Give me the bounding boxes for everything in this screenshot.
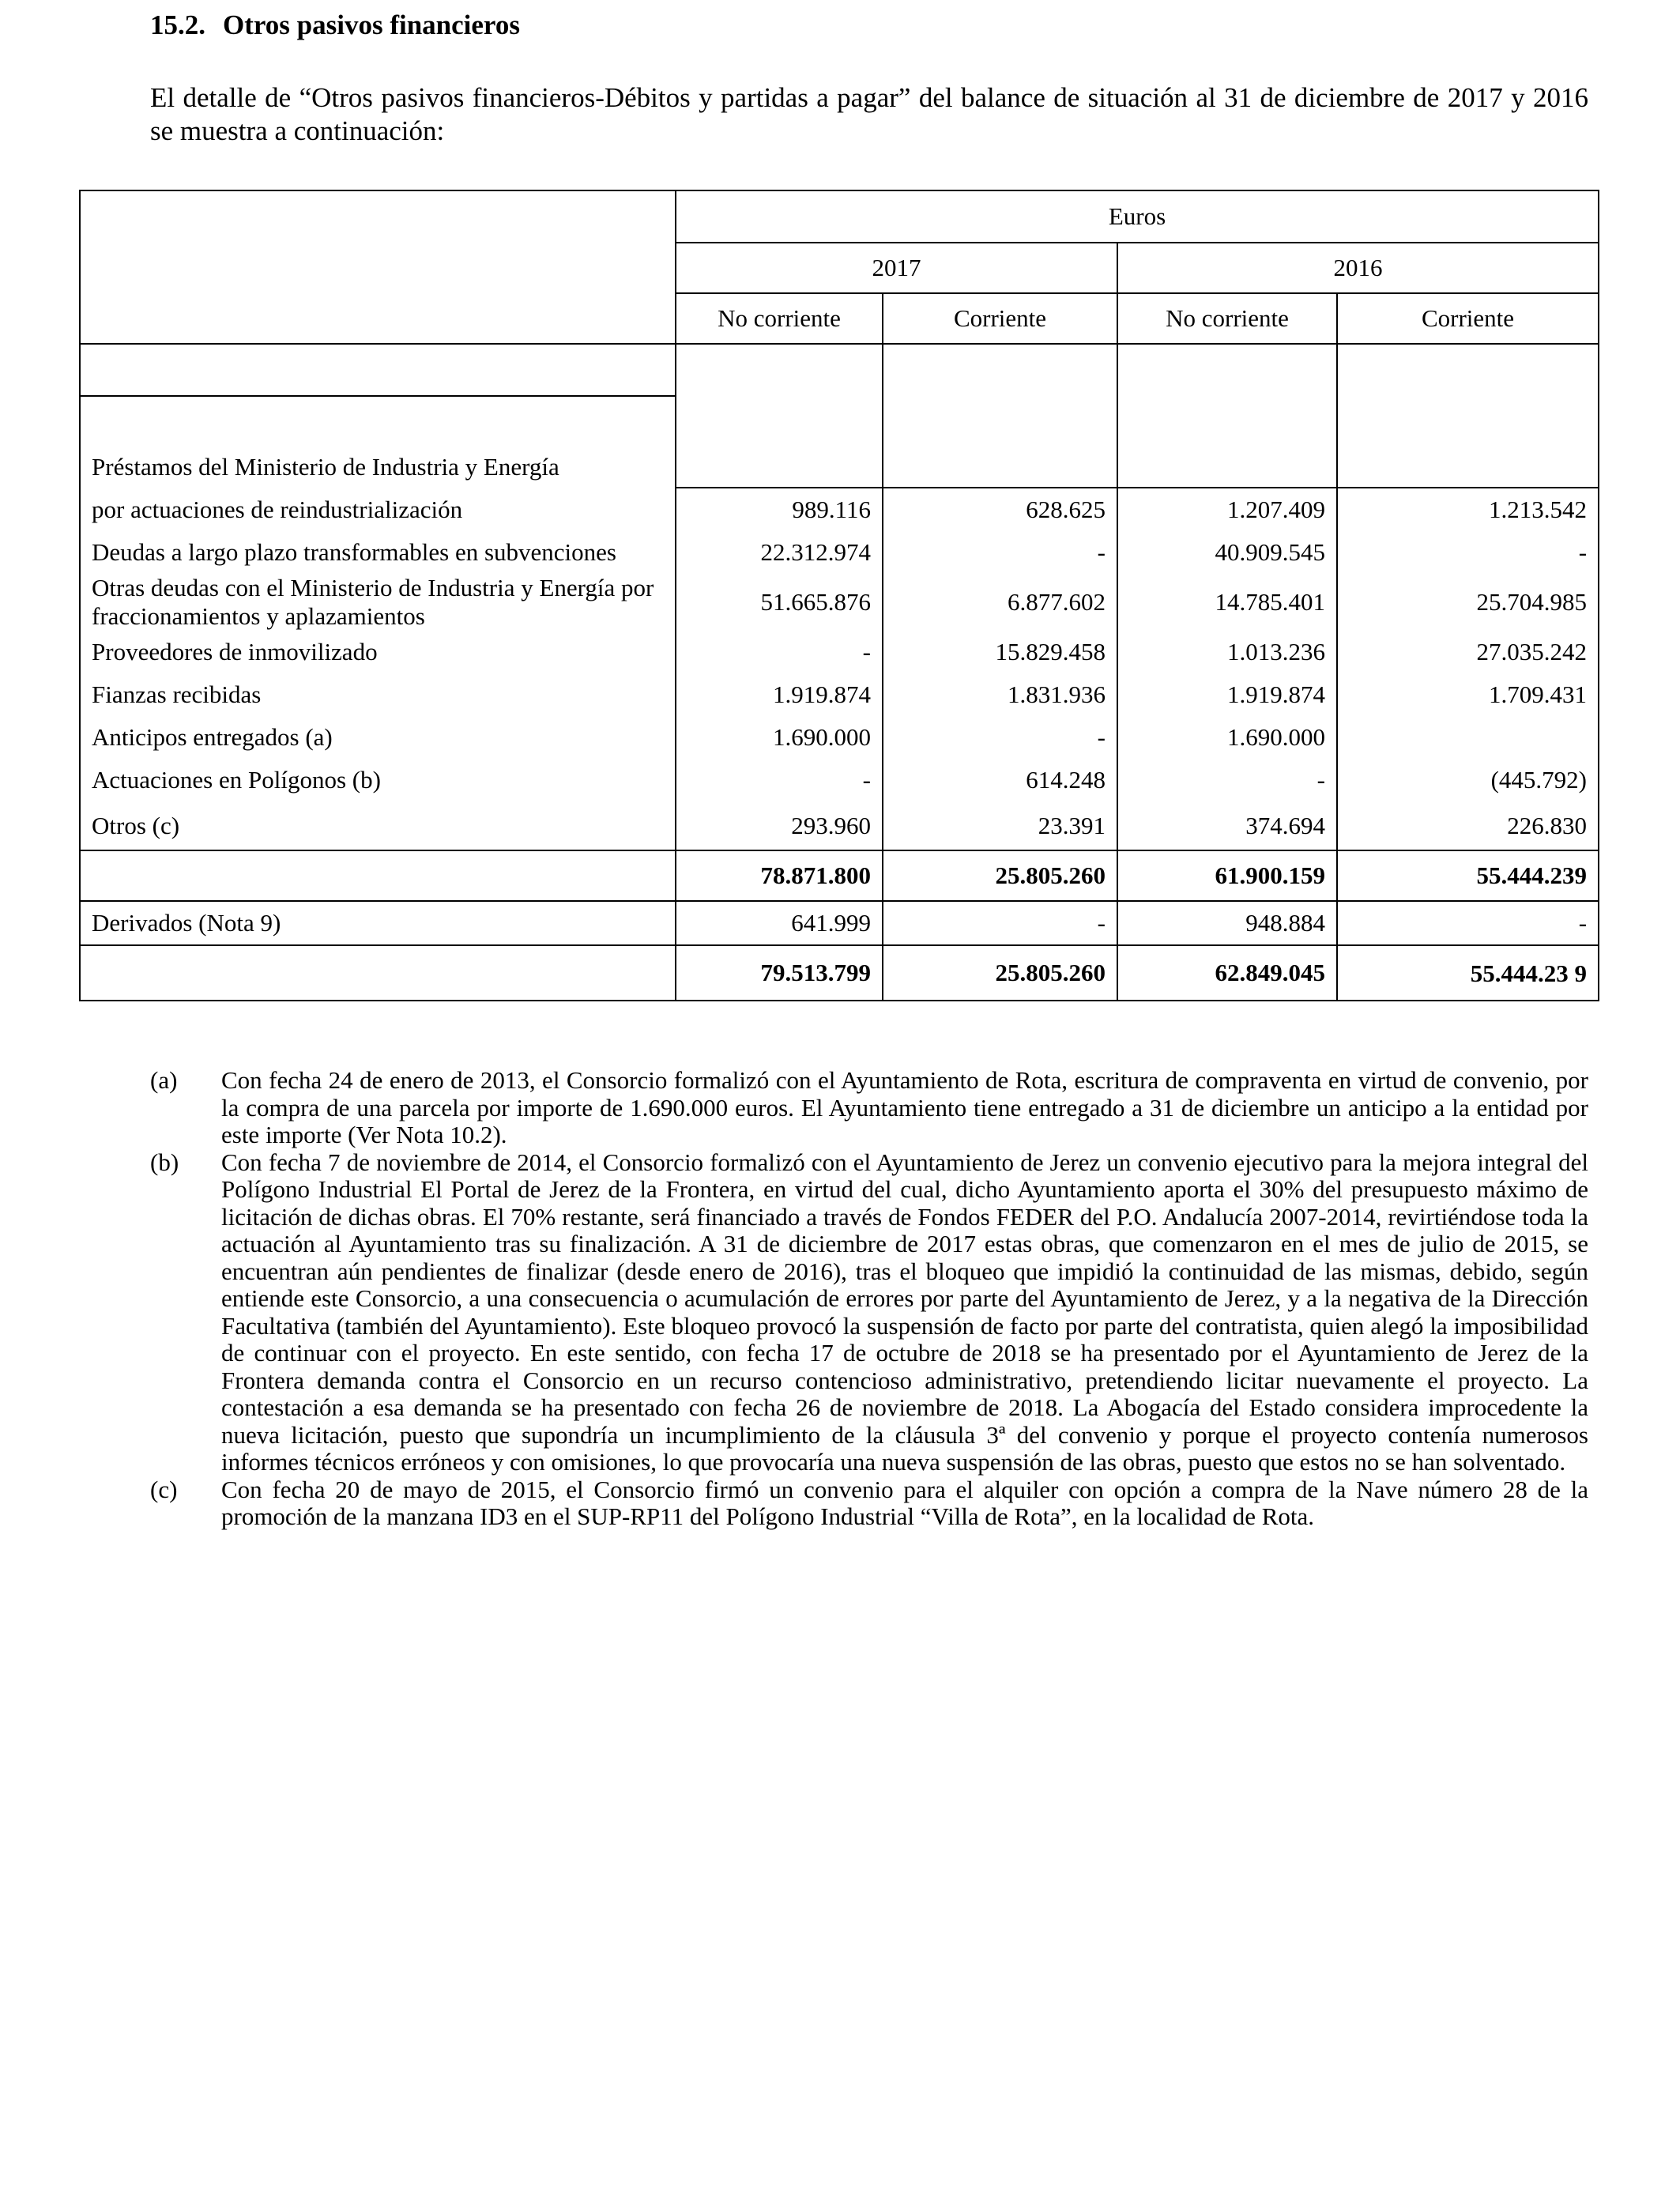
section-title-text: Otros pasivos financieros [223, 9, 520, 40]
subtotal-row [80, 850, 1599, 901]
footnote-marker: (c) [150, 1475, 178, 1503]
value-cell: - [883, 901, 1117, 945]
value-cell [1337, 716, 1599, 759]
value-cell: - [883, 531, 1117, 574]
table-row [80, 759, 1599, 801]
year-header-2016: 2016 [1117, 243, 1599, 293]
value-cell: 989.116 [676, 488, 883, 531]
row-label: Proveedores de inmovilizado [80, 631, 676, 673]
subheader-cell: Corriente [883, 293, 1117, 344]
footnote-marker: (b) [150, 1148, 179, 1176]
value-cell: 27.035.242 [1337, 631, 1599, 673]
spacer-cell [1117, 344, 1337, 488]
row-label: Actuaciones en Polígonos (b) [80, 759, 676, 801]
footnote-text: Con fecha 20 de mayo de 2015, el Consorcio firmó un convenio para el alquiler con opción a compra de la Nave número 28 de la promoción de la manzana ID3 en el SUP-RP11 del Polígono Industrial “Villa de Rota”, en la localidad de Rota. [221, 1475, 1588, 1530]
value-cell: 641.999 [676, 901, 883, 945]
subtotal-cell: 25.805.260 [883, 850, 1117, 901]
subheader-cell: No corriente [1117, 293, 1337, 344]
year-header-2017: 2017 [676, 243, 1117, 293]
row-label: Anticipos entregados (a) [80, 716, 676, 759]
value-cell: 1.831.936 [883, 673, 1117, 716]
subheader-cell: Corriente [1337, 293, 1599, 344]
value-cell: 15.829.458 [883, 631, 1117, 673]
footnote-text: Con fecha 24 de enero de 2013, el Consorcio formalizó con el Ayuntamiento de Rota, escritura de compraventa en virtud de convenio, por la compra de una parcela por importe de 1.690.000 euros. El Ayuntamiento tiene entregado a 31 de diciembre un anticipo a la entidad por este importe (Ver Nota 10.2). [221, 1066, 1588, 1148]
footnote-a [150, 1067, 1588, 1149]
value-cell: 1.690.000 [676, 716, 883, 759]
header-corner-cell [80, 190, 676, 344]
value-cell: 1.919.874 [1117, 673, 1337, 716]
row-label: Otras deudas con el Ministerio de Industria y Energía por fraccionamientos y aplazamientos [80, 574, 676, 631]
value-cell: 1.709.431 [1337, 673, 1599, 716]
row-label: Deudas a largo plazo transformables en subvenciones [80, 531, 676, 574]
footnote-marker: (a) [150, 1066, 178, 1094]
value-cell: 1.207.409 [1117, 488, 1337, 531]
subtotal-cell: 61.900.159 [1117, 850, 1337, 901]
table-row [80, 716, 1599, 759]
table-row [80, 488, 1599, 531]
value-cell: (445.792) [1337, 759, 1599, 801]
value-cell: 51.665.876 [676, 574, 883, 631]
value-cell: - [676, 759, 883, 801]
table-row [80, 574, 1599, 631]
value-cell: 23.391 [883, 801, 1117, 850]
row-label: Préstamos del Ministerio de Industria y Energía [80, 396, 676, 488]
row-label: Fianzas recibidas [80, 673, 676, 716]
total-cell: 25.805.260 [883, 945, 1117, 1001]
row-label: por actuaciones de reindustrialización [80, 488, 676, 531]
section-title [150, 9, 520, 41]
value-cell: 1.690.000 [1117, 716, 1337, 759]
value-cell: 293.960 [676, 801, 883, 850]
value-cell: - [1337, 901, 1599, 945]
value-cell: 1.919.874 [676, 673, 883, 716]
value-cell: 6.877.602 [883, 574, 1117, 631]
value-cell: 40.909.545 [1117, 531, 1337, 574]
value-cell: 628.625 [883, 488, 1117, 531]
spacer-cell [80, 344, 676, 396]
value-cell: 226.830 [1337, 801, 1599, 850]
value-cell: - [883, 716, 1117, 759]
section-number: 15.2. [150, 9, 205, 40]
value-cell: - [1117, 759, 1337, 801]
derivados-row [80, 901, 1599, 945]
total-row [80, 945, 1599, 1001]
spacer-cell [1337, 344, 1599, 488]
row-label: Otros (c) [80, 801, 676, 850]
table-row [80, 673, 1599, 716]
value-cell: - [1337, 531, 1599, 574]
subheader-cell: No corriente [676, 293, 883, 344]
total-cell: 62.849.045 [1117, 945, 1337, 1001]
spacer-cell [883, 344, 1117, 488]
subtotal-cell: 55.444.239 [1337, 850, 1599, 901]
value-cell: 1.213.542 [1337, 488, 1599, 531]
spacer-cell [676, 344, 883, 488]
value-cell: 1.013.236 [1117, 631, 1337, 673]
footnote-b [150, 1149, 1588, 1476]
table-row [80, 631, 1599, 673]
value-cell: 25.704.985 [1337, 574, 1599, 631]
value-cell: 948.884 [1117, 901, 1337, 945]
total-cell: 55.444.23 9 [1337, 945, 1599, 1001]
footnotes [150, 1067, 1588, 1531]
value-cell: 14.785.401 [1117, 574, 1337, 631]
row-label: Derivados (Nota 9) [80, 901, 676, 945]
table-row [80, 801, 1599, 850]
total-cell: 79.513.799 [676, 945, 883, 1001]
currency-header: Euros [676, 190, 1599, 243]
spacer-row [80, 344, 1599, 396]
value-cell: - [676, 631, 883, 673]
footnote-text: Con fecha 7 de noviembre de 2014, el Consorcio formalizó con el Ayuntamiento de Jerez un convenio ejecutivo para la mejora integral del Polígono Industrial El Portal de Jerez de la Frontera, en virtud del cual, dicho Ayuntamiento aporta el 30% del presupuesto máximo de licitación de dichas obras. El 70% restante, será financiado a través de Fondos FEDER del P.O. Andalucía 2007-2014, revirtiéndose toda la actuación al Ayuntamiento tras su finalización. A 31 de diciembre de 2017 estas obras, que comenzaron en el mes de julio de 2015, se encuentran aún pendientes de finalizar (desde enero de 2016), tras el bloqueo que impidió la continuidad de las mismas, debido, según entiende este Consorcio, a una consecuencia o acumulación de errores por parte del Ayuntamiento de Jerez, y a la negativa de la Dirección Facultativa (también del Ayuntamiento). Este bloqueo provocó la suspensión de facto por parte del contratista, quien alegó la imposibilidad de continuar con el proyecto. En este sentido, con fecha 17 de octubre de 2018 se ha presentado por el Ayuntamiento de Jerez de la Frontera demanda contra el Consorcio en un recurso contencioso administrativo, pretendiendo licitar nuevamente el proyecto. La contestación a esa demanda se ha presentado con fecha 26 de noviembre de 2018. La Abogacía del Estado considera improcedente la nueva licitación, puesto que supondría un incumplimiento de la cláusula 3ª del convenio y porque el proyecto contenía numerosos informes técnicos erróneos y con omisiones, lo que provocaría una nueva suspensión de las obras, puesto que estos no se han solventado. [221, 1148, 1588, 1476]
total-label-cell [80, 945, 676, 1001]
footnote-c [150, 1476, 1588, 1531]
intro-paragraph: El detalle de “Otros pasivos financieros-Débitos y partidas a pagar” del balance de situación al 31 de diciembre de 2017 y 2016 se muestra a continuación: [150, 82, 1588, 146]
value-cell: 374.694 [1117, 801, 1337, 850]
financial-liabilities-table [79, 190, 1599, 1001]
value-cell: 614.248 [883, 759, 1117, 801]
subtotal-label-cell [80, 850, 676, 901]
value-cell: 22.312.974 [676, 531, 883, 574]
table-row [80, 531, 1599, 574]
subtotal-cell: 78.871.800 [676, 850, 883, 901]
